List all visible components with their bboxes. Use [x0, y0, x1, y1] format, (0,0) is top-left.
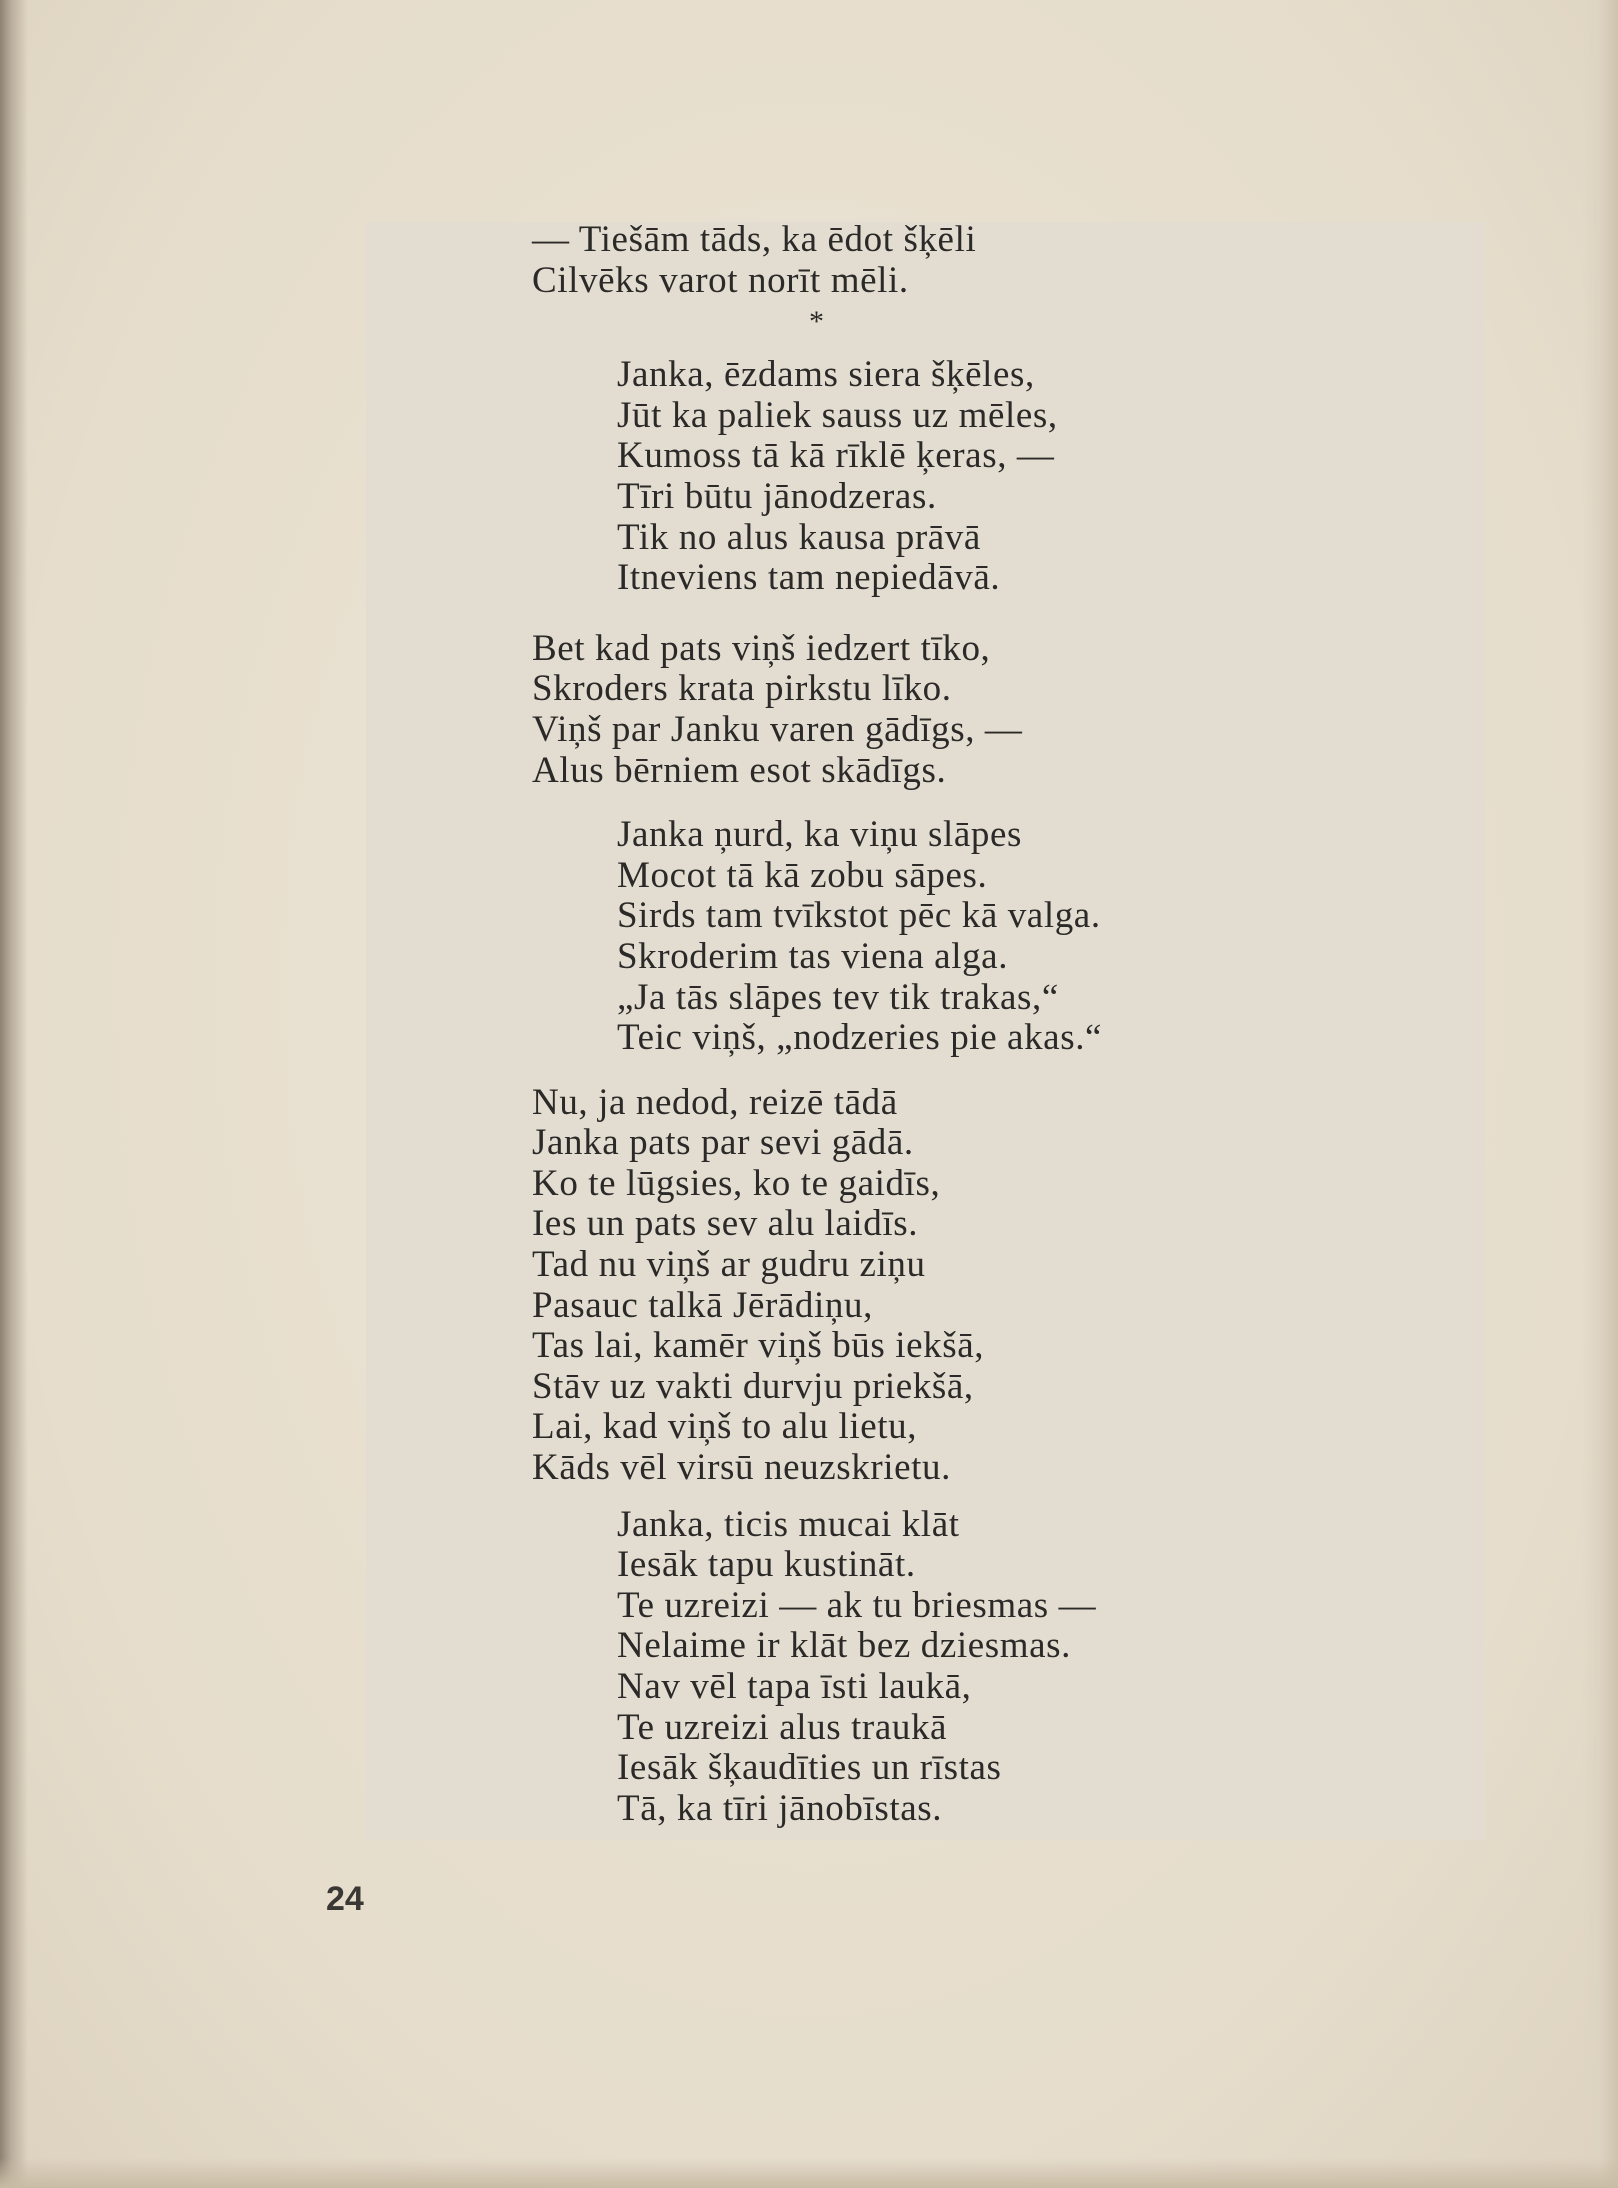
poem-line: Tīri būtu jānodzeras. — [617, 475, 937, 517]
poem-line: Ies un pats sev alu laidīs. — [532, 1203, 919, 1245]
poem-line: Sirds tam tvīkstot pēc kā valga. — [617, 895, 1101, 937]
poem — [532, 220, 1392, 1829]
page-number: 24 — [326, 1880, 364, 1918]
poem-line: Iesāk tapu kustināt. — [617, 1544, 916, 1586]
poem-opening — [532, 220, 1392, 301]
poem-line: Nelaime ir klāt bez dziesmas. — [617, 1625, 1072, 1667]
poem-line: Janka ņurd, ka viņu slāpes — [617, 814, 1023, 856]
poem-line: Nav vēl tapa īsti laukā, — [617, 1666, 972, 1707]
poem-line: Jūt ka paliek sauss uz mēles, — [617, 394, 1058, 436]
poem-line: Janka, ticis mucai klāt — [617, 1503, 960, 1545]
poem-line: Viņš par Janku varen gādīgs, — — [532, 708, 1023, 750]
poem-line: Janka pats par sevi gādā. — [532, 1122, 914, 1164]
stanza-5 — [532, 1505, 1392, 1830]
page-edge-right — [1582, 0, 1618, 2188]
poem-line: „Ja tās slāpes tev tik trakas,“ — [617, 976, 1059, 1018]
poem-line: Mocot tā kā zobu sāpes. — [617, 854, 988, 896]
poem-line: Ko te lūgsies, ko te gaidīs, — [532, 1162, 941, 1204]
poem-line: Pasauc talkā Jērādiņu, — [532, 1284, 873, 1326]
poem-line: Tas lai, kamēr viņš būs iekšā, — [532, 1325, 985, 1367]
stanza-1 — [532, 355, 1392, 599]
poem-line: Teic viņš, „nodzeries pie akas.“ — [617, 1017, 1103, 1059]
stanza-4 — [532, 1083, 1392, 1489]
poem-line: Stāv uz vakti durvju priekšā, — [532, 1365, 974, 1407]
poem-line: Nu, ja nedod, reizē tādā — [532, 1081, 898, 1123]
poem-line: Tik no alus kausa prāvā — [617, 516, 981, 558]
poem-line: Tad nu viņš ar gudru ziņu — [532, 1244, 926, 1286]
stanza-2 — [532, 629, 1392, 791]
poem-line: Alus bērniem esot skādīgs. — [532, 749, 947, 791]
poem-line: Kumoss tā kā rīklē ķeras, — — [617, 435, 1055, 477]
poem-line: Tā, ka tīri jānobīstas. — [617, 1787, 943, 1829]
page-edge-bottom — [0, 2158, 1618, 2188]
poem-line: Itneviens tam nepiedāvā. — [617, 557, 1001, 599]
poem-line: — Tiešām tāds, ka ēdot šķēli — [532, 219, 977, 260]
spine-shadow — [0, 0, 28, 2188]
poem-line: Te uzreizi — ak tu briesmas — — [617, 1584, 1097, 1626]
poem-line: Iesāk šķaudīties un rīstas — [617, 1747, 1002, 1789]
poem-line: Te uzreizi alus traukā — [617, 1706, 948, 1748]
poem-line: Kāds vēl virsū neuzskrietu. — [532, 1447, 951, 1489]
stanza-separator: * — [809, 305, 825, 339]
poem-line: Skroders krata pirkstu līko. — [532, 668, 952, 710]
stanza-3 — [532, 815, 1392, 1059]
poem-line: Skroderim tas viena alga. — [617, 935, 1009, 977]
poem-line: Cilvēks varot norīt mēli. — [532, 259, 909, 301]
poem-line: Bet kad pats viņš iedzert tīko, — [532, 627, 991, 669]
poem-line: Janka, ēzdams siera šķēles, — [617, 354, 1035, 396]
poem-line: Lai, kad viņš to alu lietu, — [532, 1406, 918, 1448]
